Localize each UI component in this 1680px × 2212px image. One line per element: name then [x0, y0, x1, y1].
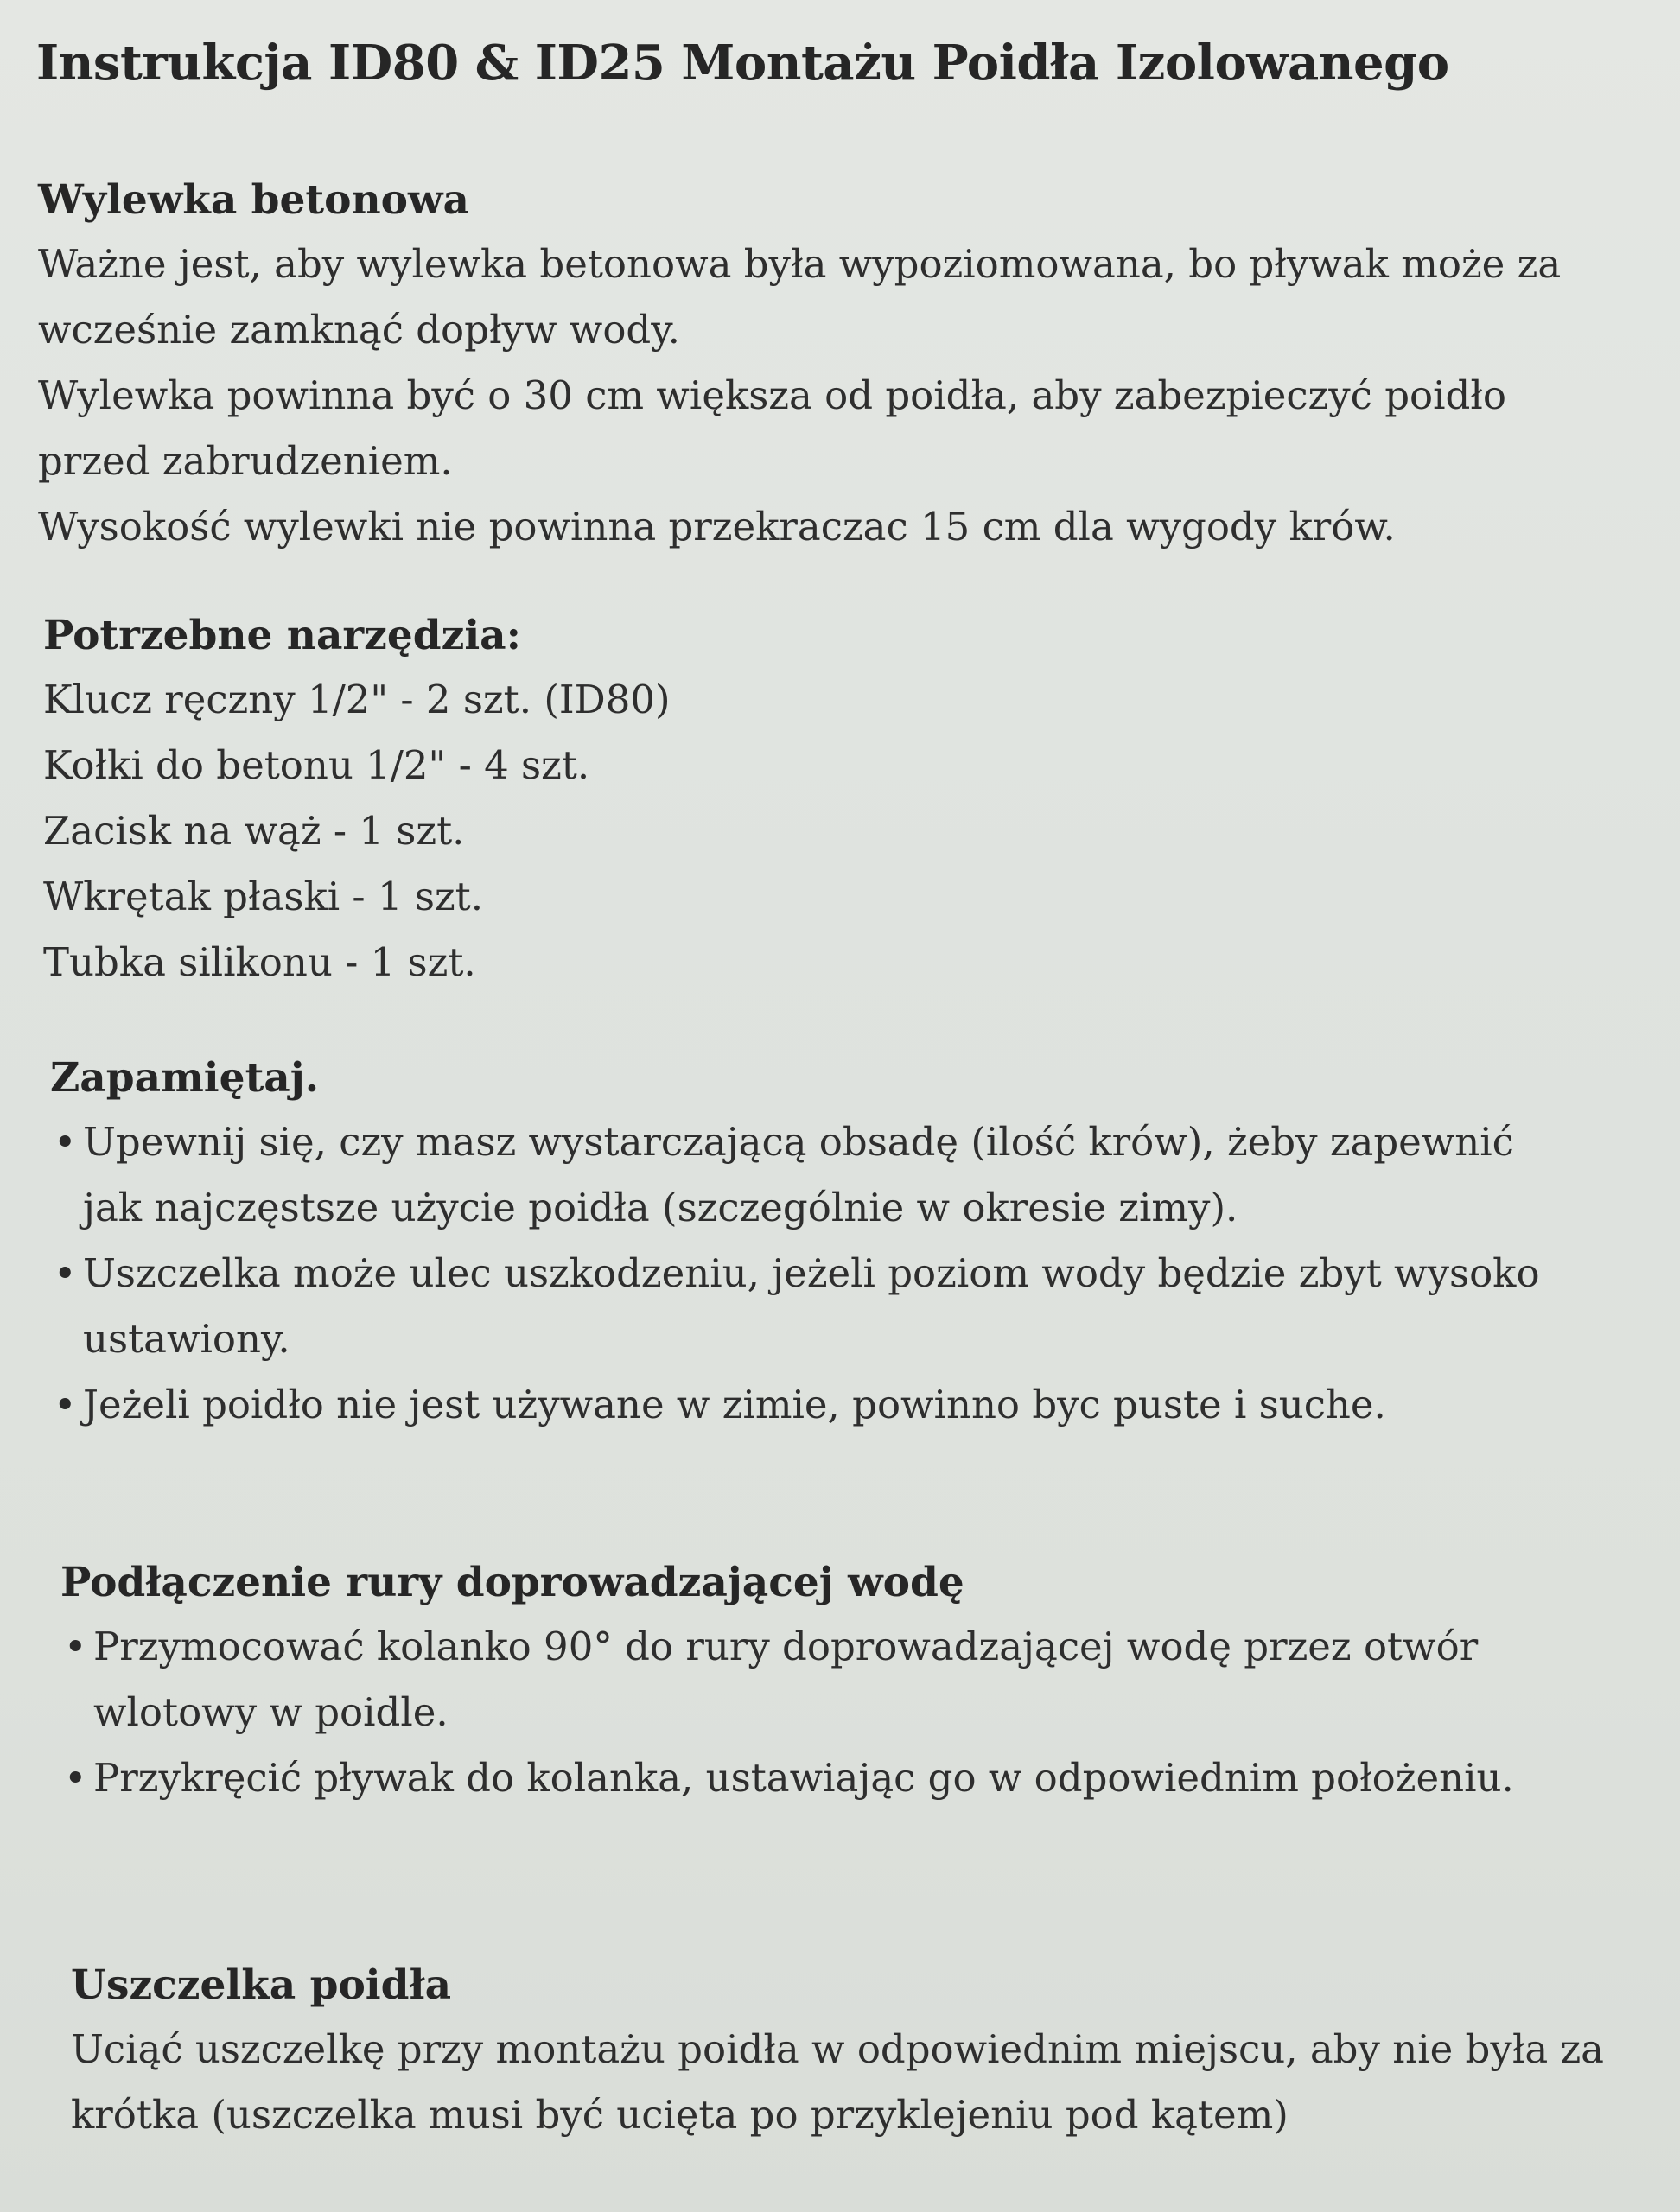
paragraph-line: Wysokość wylewki nie powinna przekraczac 15 cm dla wygody krów. — [38, 504, 1396, 550]
bullet-item — [50, 1372, 1540, 1438]
section-zapamietaj — [50, 1047, 1540, 1438]
paragraph-line: krótka (uszczelka musi być ucięta po przyklejeniu pod kątem) — [71, 2092, 1289, 2138]
section-heading: Zapamiętaj. — [50, 1054, 320, 1102]
section-wylewka-betonowa — [38, 169, 1561, 560]
tool-list-item: Wkrętak płaski - 1 szt. — [43, 874, 484, 919]
bullet-line: Jeżeli poidło nie jest używane w zimie, powinno byc puste i suche. — [83, 1382, 1386, 1427]
paragraph-line: Ważne jest, aby wylewka betonowa była wypoziomowana, bo pływak może za — [38, 241, 1562, 287]
section-potrzebne-narzedzia — [43, 605, 671, 995]
bullet-item — [60, 1614, 1514, 1745]
paragraph-line: Wylewka powinna być o 30 cm większa od poidła, aby zabezpieczyć poidło — [38, 372, 1506, 418]
bullet-dot: • — [64, 1624, 87, 1669]
bullet-item — [50, 1109, 1540, 1241]
bullet-dot: • — [64, 1755, 87, 1801]
tool-list-item: Tubka silikonu - 1 szt. — [43, 939, 476, 985]
document-title: Instrukcja ID80 & ID25 Montażu Poidła Izolowanego — [36, 35, 1449, 92]
tool-list-item: Kołki do betonu 1/2" - 4 szt. — [43, 742, 590, 788]
bullet-line: Uszczelka może ulec uszkodzeniu, jeżeli poziom wody będzie zbyt wysoko — [83, 1250, 1540, 1296]
bullet-line: jak najczęstsze użycie poidła (szczególnie w okresie zimy). — [83, 1185, 1238, 1230]
paragraph-line: wcześnie zamknąć dopływ wody. — [38, 307, 680, 353]
section-heading: Potrzebne narzędzia: — [43, 612, 521, 659]
section-heading: Podłączenie rury doprowadzającej wodę — [60, 1559, 964, 1606]
bullet-dot: • — [54, 1382, 77, 1427]
section-heading: Uszczelka poidła — [71, 1961, 452, 2009]
tool-list-item: Zacisk na wąż - 1 szt. — [43, 808, 465, 854]
paragraph-line: Uciąć uszczelkę przy montażu poidła w odpowiednim miejscu, aby nie była za — [71, 2026, 1605, 2072]
section-uszczelka-poidla — [71, 1955, 1604, 2148]
paragraph-line: przed zabrudzeniem. — [38, 438, 453, 484]
bullet-dot: • — [54, 1250, 77, 1296]
bullet-line: Przykręcić pływak do kolanka, ustawiając go w odpowiednim położeniu. — [93, 1755, 1514, 1801]
section-podlaczenie-rury — [60, 1552, 1514, 1811]
bullet-line: Przymocować kolanko 90° do rury doprowadzającej wodę przez otwór — [93, 1624, 1479, 1669]
bullet-item — [60, 1745, 1514, 1811]
tool-list-item: Klucz ręczny 1/2" - 2 szt. (ID80) — [43, 677, 671, 722]
bullet-item — [50, 1241, 1540, 1372]
bullet-line: ustawiony. — [83, 1316, 290, 1362]
section-heading: Wylewka betonowa — [38, 176, 469, 224]
bullet-line: wlotowy w poidle. — [93, 1689, 449, 1735]
bullet-line: Upewnij się, czy masz wystarczającą obsadę (ilość krów), żeby zapewnić — [83, 1119, 1514, 1165]
bullet-dot: • — [54, 1119, 77, 1165]
